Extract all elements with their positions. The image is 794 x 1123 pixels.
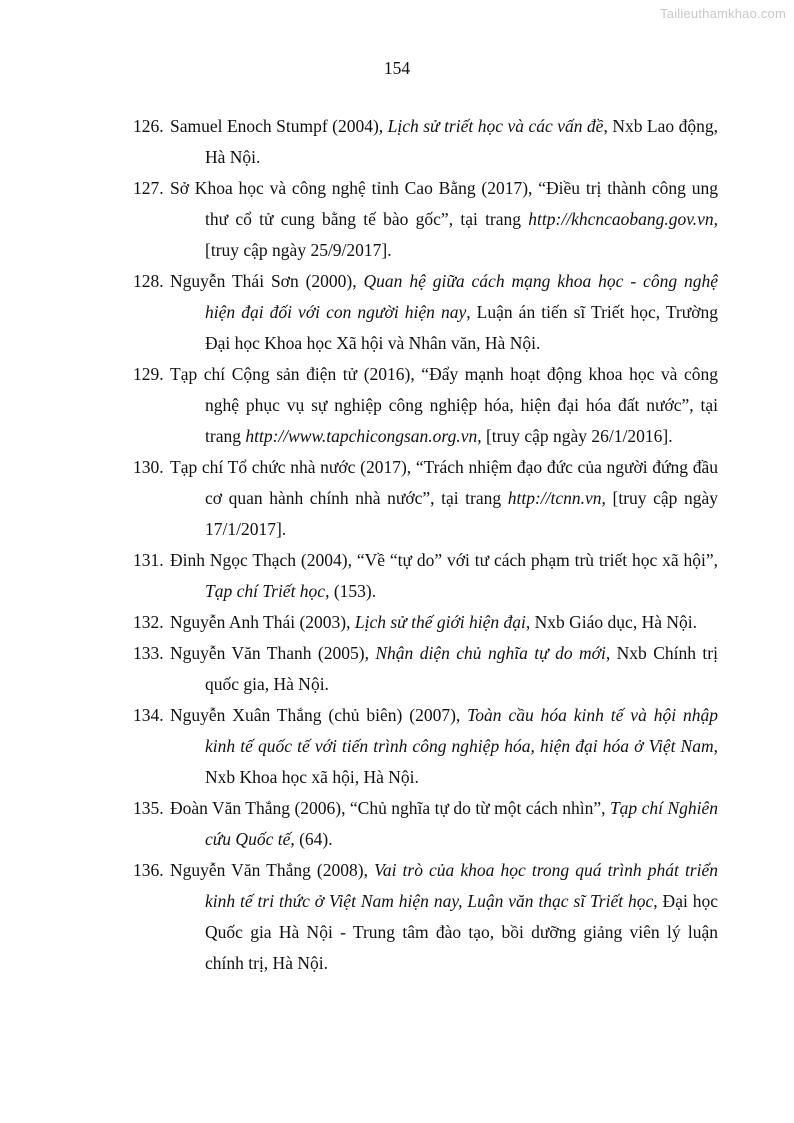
reference-text: Nguyễn Văn Thanh (2005),: [170, 643, 376, 663]
reference-text: Đoàn Văn Thắng (2006), “Chủ nghĩa tự do từ một cách nhìn”,: [170, 798, 610, 818]
reference-number: 130.: [133, 457, 164, 477]
reference-list: [133, 111, 718, 979]
reference-text: , (153).: [325, 581, 377, 601]
reference-item: [133, 359, 718, 452]
watermark: Tailieuthamkhao.com: [660, 6, 786, 21]
reference-text: , [truy cập ngày 17/1/2017].: [205, 488, 718, 539]
reference-title: Quan hệ giữa cách mạng khoa học - công nghệ hiện đại đối với con người hiện nay: [205, 271, 718, 322]
reference-text: , Đại học Quốc gia Hà Nội - Trung tâm đào tạo, bồi dưỡng giảng viên lý luận chính trị, Hà Nội.: [205, 891, 718, 973]
reference-text: , (64).: [290, 829, 333, 849]
reference-number: 135.: [133, 798, 164, 818]
reference-item: [133, 452, 718, 545]
reference-number: 129.: [133, 364, 164, 384]
reference-number: 134.: [133, 705, 164, 725]
reference-item: [133, 545, 718, 607]
reference-text: Sở Khoa học và công nghệ tỉnh Cao Bằng (2017), “Điều trị thành công ung thư cổ tử cung bằng tế bào gốc”, tại trang: [170, 178, 718, 229]
reference-text: , [truy cập ngày 26/1/2016].: [477, 426, 673, 446]
reference-item: [133, 111, 718, 173]
reference-text: Tạp chí Tổ chức nhà nước (2017), “Trách nhiệm đạo đức của người đứng đầu cơ quan hành chính nhà nước”, tại trang: [170, 457, 718, 508]
page-number: 154: [383, 58, 411, 78]
reference-number: 126.: [133, 116, 164, 136]
reference-text: [truy cập ngày 25/9/2017].: [205, 240, 392, 260]
reference-text: Tạp chí Cộng sản điện tử (2016), “Đẩy mạnh hoạt động khoa học và công nghệ phục vụ sự nghiệp công nghiệp hóa, hiện đại hóa đất nước”, tại trang: [170, 364, 718, 446]
reference-item: [133, 700, 718, 793]
reference-number: 127.: [133, 178, 164, 198]
reference-title: Nhận diện chủ nghĩa tự do mới,: [375, 643, 611, 663]
reference-title: http://tcnn.vn: [507, 488, 602, 508]
reference-text: , Nxb Giáo dục, Hà Nội.: [525, 612, 697, 632]
reference-text: Samuel Enoch Stumpf (2004),: [170, 116, 388, 136]
reference-text: Nguyễn Xuân Thắng (chủ biên) (2007),: [170, 705, 468, 725]
reference-title: Tạp chí Triết học: [205, 581, 326, 601]
reference-number: 132.: [133, 612, 164, 632]
reference-text: Nguyễn Anh Thái (2003),: [170, 612, 355, 632]
reference-text: , Nxb Khoa học xã hội, Hà Nội.: [205, 736, 718, 787]
reference-text: Nxb Chính trị quốc gia, Hà Nội.: [205, 643, 718, 694]
reference-title: Lịch sử triết học và các vấn đề: [387, 116, 604, 136]
reference-text: Nguyễn Thái Sơn (2000),: [170, 271, 364, 291]
reference-title: Vai trò của khoa học trong quá trình phát triển kinh tế tri thức ở Việt Nam hiện nay, Luận văn thạc sĩ Triết học: [205, 860, 718, 911]
reference-title: http://www.tapchicongsan.org.vn: [245, 426, 478, 446]
reference-title: Tạp chí Nghiên cứu Quốc tế: [205, 798, 718, 849]
reference-item: [133, 855, 718, 979]
reference-title: Lịch sử thế giới hiện đại: [354, 612, 526, 632]
reference-title: http://khcncaobang.gov.vn,: [528, 209, 718, 229]
reference-text: , Luận án tiến sĩ Triết học, Trường Đại học Khoa học Xã hội và Nhân văn, Hà Nội.: [205, 302, 719, 353]
reference-text: , Nxb Lao động, Hà Nội.: [205, 116, 718, 167]
reference-item: [133, 638, 718, 700]
reference-item: [133, 793, 718, 855]
reference-item: [133, 173, 718, 266]
reference-number: 136.: [133, 860, 164, 880]
reference-number: 128.: [133, 271, 164, 291]
reference-number: 131.: [133, 550, 164, 570]
reference-number: 133.: [133, 643, 164, 663]
reference-text: Đinh Ngọc Thạch (2004), “Về “tự do” với tư cách phạm trù triết học xã hội”,: [170, 550, 718, 570]
reference-item: [133, 607, 718, 638]
reference-text: Nguyễn Văn Thắng (2008),: [170, 860, 375, 880]
reference-title: Toàn cầu hóa kinh tế và hội nhập kinh tế quốc tế với tiến trình công nghiệp hóa, hiện đại hóa ở Việt Nam: [205, 705, 718, 756]
reference-item: [133, 266, 718, 359]
